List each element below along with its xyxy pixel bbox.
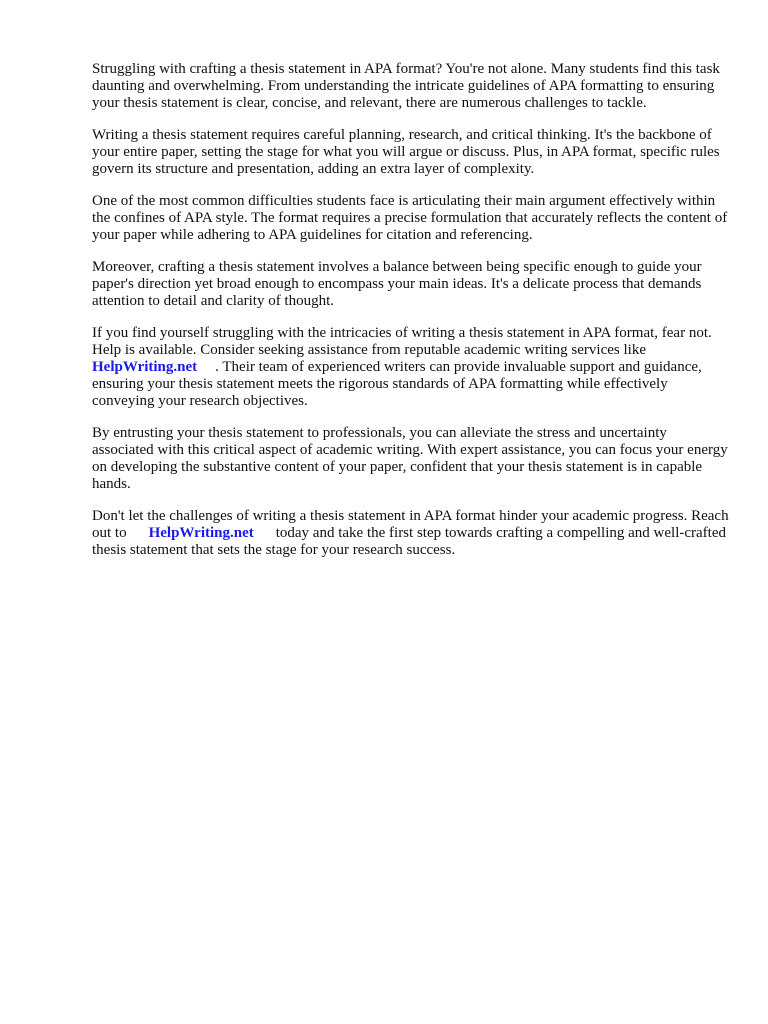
paragraph-seek-help-text-after: . Their team of experienced writers can provide invaluable support and guidance, ensuring your thesis statement meets the rigorous standards of APA formatting while effectively conveying your research objectives. bbox=[92, 359, 702, 409]
helpwriting-link-cta[interactable]: HelpWriting.net bbox=[148, 525, 254, 541]
paragraph-common-difficulties: One of the most common difficulties students face is articulating their main argument effectively within the confines of APA style. The format requires a precise formulation that accurately reflects the content of your paper while adhering to APA guidelines for citation and referencing. bbox=[92, 193, 728, 243]
helpwriting-link[interactable]: HelpWriting.net bbox=[92, 359, 198, 375]
paragraph-intro: Struggling with crafting a thesis statement in APA format? You're not alone. Many students find this task daunting and overwhelming. From understanding the intricate guidelines of APA formatting to ensuring your thesis statement is clear, concise, and relevant, there are numerous challenges to tackle. bbox=[92, 61, 720, 111]
paragraph-entrusting: By entrusting your thesis statement to professionals, you can alleviate the stress and uncertainty associated with this critical aspect of academic writing. With expert assistance, you can focus your energy on developing the substantive content of your paper, confident that your thesis statement is in capable hands. bbox=[92, 425, 728, 492]
paragraph-balance: Moreover, crafting a thesis statement involves a balance between being specific enough to guide your paper's direction yet broad enough to encompass your main ideas. It's a delicate process that demands attention to detail and clarity of thought. bbox=[92, 259, 702, 309]
paragraph-thesis-requirements: Writing a thesis statement requires careful planning, research, and critical thinking. It's the backbone of your entire paper, setting the stage for what you will argue or discuss. Plus, in APA format, specific rules govern its structure and presentation, adding an extra layer of complexity. bbox=[92, 127, 720, 177]
paragraph-seek-help bbox=[92, 325, 732, 410]
document-body bbox=[92, 61, 732, 574]
paragraph-cta-text-after: today and take the first step towards crafting a compelling and well-crafted thesis statement that sets the stage for your research success. bbox=[92, 525, 726, 558]
paragraph-seek-help-text-before: If you find yourself struggling with the intricacies of writing a thesis statement in APA format, fear not. Help is available. Consider seeking assistance from reputable academic writing services like bbox=[92, 325, 712, 358]
paragraph-call-to-action bbox=[92, 508, 732, 559]
paragraph-cta-text-before: Don't let the challenges of writing a thesis statement in APA format hinder your academic progress. Reach out to bbox=[92, 508, 729, 541]
